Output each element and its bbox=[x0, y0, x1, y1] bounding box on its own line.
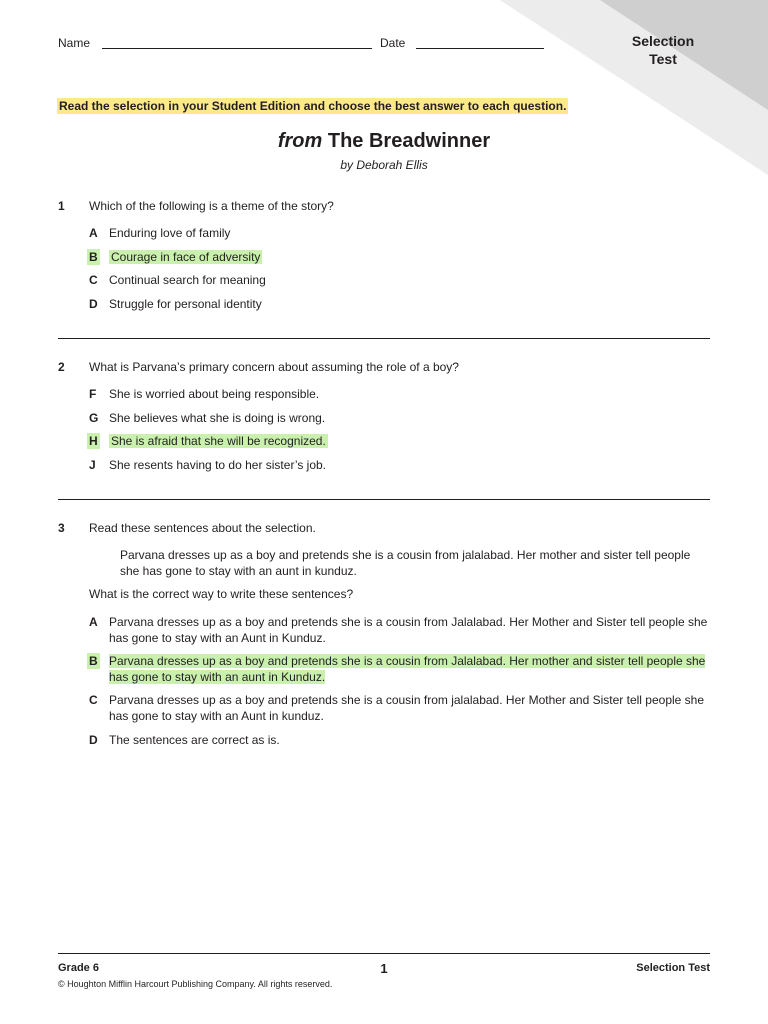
title-prefix: from bbox=[277, 130, 323, 152]
byline: by Deborah Ellis bbox=[340, 158, 428, 172]
option-letter: A bbox=[89, 226, 98, 240]
option-text: She resents having to do her sister’s job. bbox=[109, 458, 327, 472]
question-divider bbox=[58, 338, 710, 339]
answer-option[interactable] bbox=[89, 225, 714, 241]
copyright-notice: © Houghton Mifflin Harcourt Publishing Company. All rights reserved. bbox=[58, 979, 333, 989]
option-text: Continual search for meaning bbox=[109, 273, 266, 287]
option-text: The sentences are correct as is. bbox=[109, 733, 280, 747]
question-number: 3 bbox=[58, 521, 65, 535]
option-letter: C bbox=[89, 273, 98, 287]
footer-grade: Grade 6 bbox=[58, 962, 99, 974]
selection-test-badge bbox=[613, 32, 713, 68]
option-text: Enduring love of family bbox=[109, 226, 231, 240]
date-label: Date bbox=[380, 36, 406, 50]
footer-divider bbox=[58, 953, 710, 954]
option-letter: J bbox=[89, 458, 96, 472]
answer-option[interactable] bbox=[89, 386, 714, 402]
option-letter: H bbox=[89, 434, 98, 448]
answer-option[interactable] bbox=[89, 692, 714, 724]
answer-option-selected[interactable] bbox=[89, 249, 714, 265]
instructions: Read the selection in your Student Edition and choose the best answer to each question. bbox=[59, 99, 567, 113]
option-text: Parvana dresses up as a boy and pretends she is a cousin from Jalalabad. Her Mother and Sister tell people she has gone to stay with an Aunt in Kunduz. bbox=[109, 615, 708, 645]
option-letter: B bbox=[89, 250, 98, 264]
option-letter: D bbox=[89, 733, 98, 747]
page-title bbox=[0, 130, 768, 153]
question-text: What is Parvana’s primary concern about assuming the role of a boy? bbox=[89, 360, 459, 374]
option-letter: A bbox=[89, 615, 98, 629]
option-letter: D bbox=[89, 297, 98, 311]
option-text: Parvana dresses up as a boy and pretends she is a cousin from Jalalabad. Her mother and sister tell people she has gone to stay with an aunt in Kunduz. bbox=[109, 654, 706, 684]
answer-option[interactable] bbox=[89, 614, 714, 646]
answer-option-selected[interactable] bbox=[89, 433, 714, 449]
answer-option[interactable] bbox=[89, 732, 714, 748]
question-text: Read these sentences about the selection. bbox=[89, 521, 316, 535]
option-letter: G bbox=[89, 411, 99, 425]
answer-option[interactable] bbox=[89, 272, 714, 288]
footer-title: Selection Test bbox=[636, 962, 710, 974]
question-text: Which of the following is a theme of the story? bbox=[89, 199, 334, 213]
option-letter: C bbox=[89, 693, 98, 707]
option-text: Struggle for personal identity bbox=[109, 297, 262, 311]
passage-excerpt: Parvana dresses up as a boy and pretends she is a cousin from jalalabad. Her mother and sister tell people she has gone to stay with an aunt in kunduz. bbox=[120, 548, 691, 578]
page-number: 1 bbox=[380, 961, 388, 976]
option-text: She believes what she is doing is wrong. bbox=[109, 411, 326, 425]
question-followup: What is the correct way to write these sentences? bbox=[89, 587, 354, 601]
badge-line-1: Selection bbox=[631, 33, 695, 49]
question-number: 1 bbox=[58, 199, 65, 213]
answer-option[interactable] bbox=[89, 410, 714, 426]
option-letter: B bbox=[89, 654, 98, 668]
question-divider bbox=[58, 499, 710, 500]
answer-option[interactable] bbox=[89, 457, 714, 473]
answer-option[interactable] bbox=[89, 296, 714, 312]
name-label: Name bbox=[58, 36, 91, 50]
option-text: Parvana dresses up as a boy and pretends she is a cousin from jalalabad. Her Mother and Sister tell people she has gone to stay with an Aunt in kunduz. bbox=[109, 693, 705, 723]
name-field[interactable] bbox=[102, 48, 372, 49]
option-text: She is afraid that she will be recognized. bbox=[111, 434, 326, 448]
badge-line-2: Test bbox=[649, 51, 677, 67]
option-text: Courage in face of adversity bbox=[111, 250, 261, 264]
answer-option-selected[interactable] bbox=[89, 653, 714, 685]
option-letter: F bbox=[89, 387, 97, 401]
option-text: She is worried about being responsible. bbox=[109, 387, 320, 401]
title-main: The Breadwinner bbox=[327, 130, 491, 152]
date-field[interactable] bbox=[416, 48, 544, 49]
question-number: 2 bbox=[58, 360, 65, 374]
